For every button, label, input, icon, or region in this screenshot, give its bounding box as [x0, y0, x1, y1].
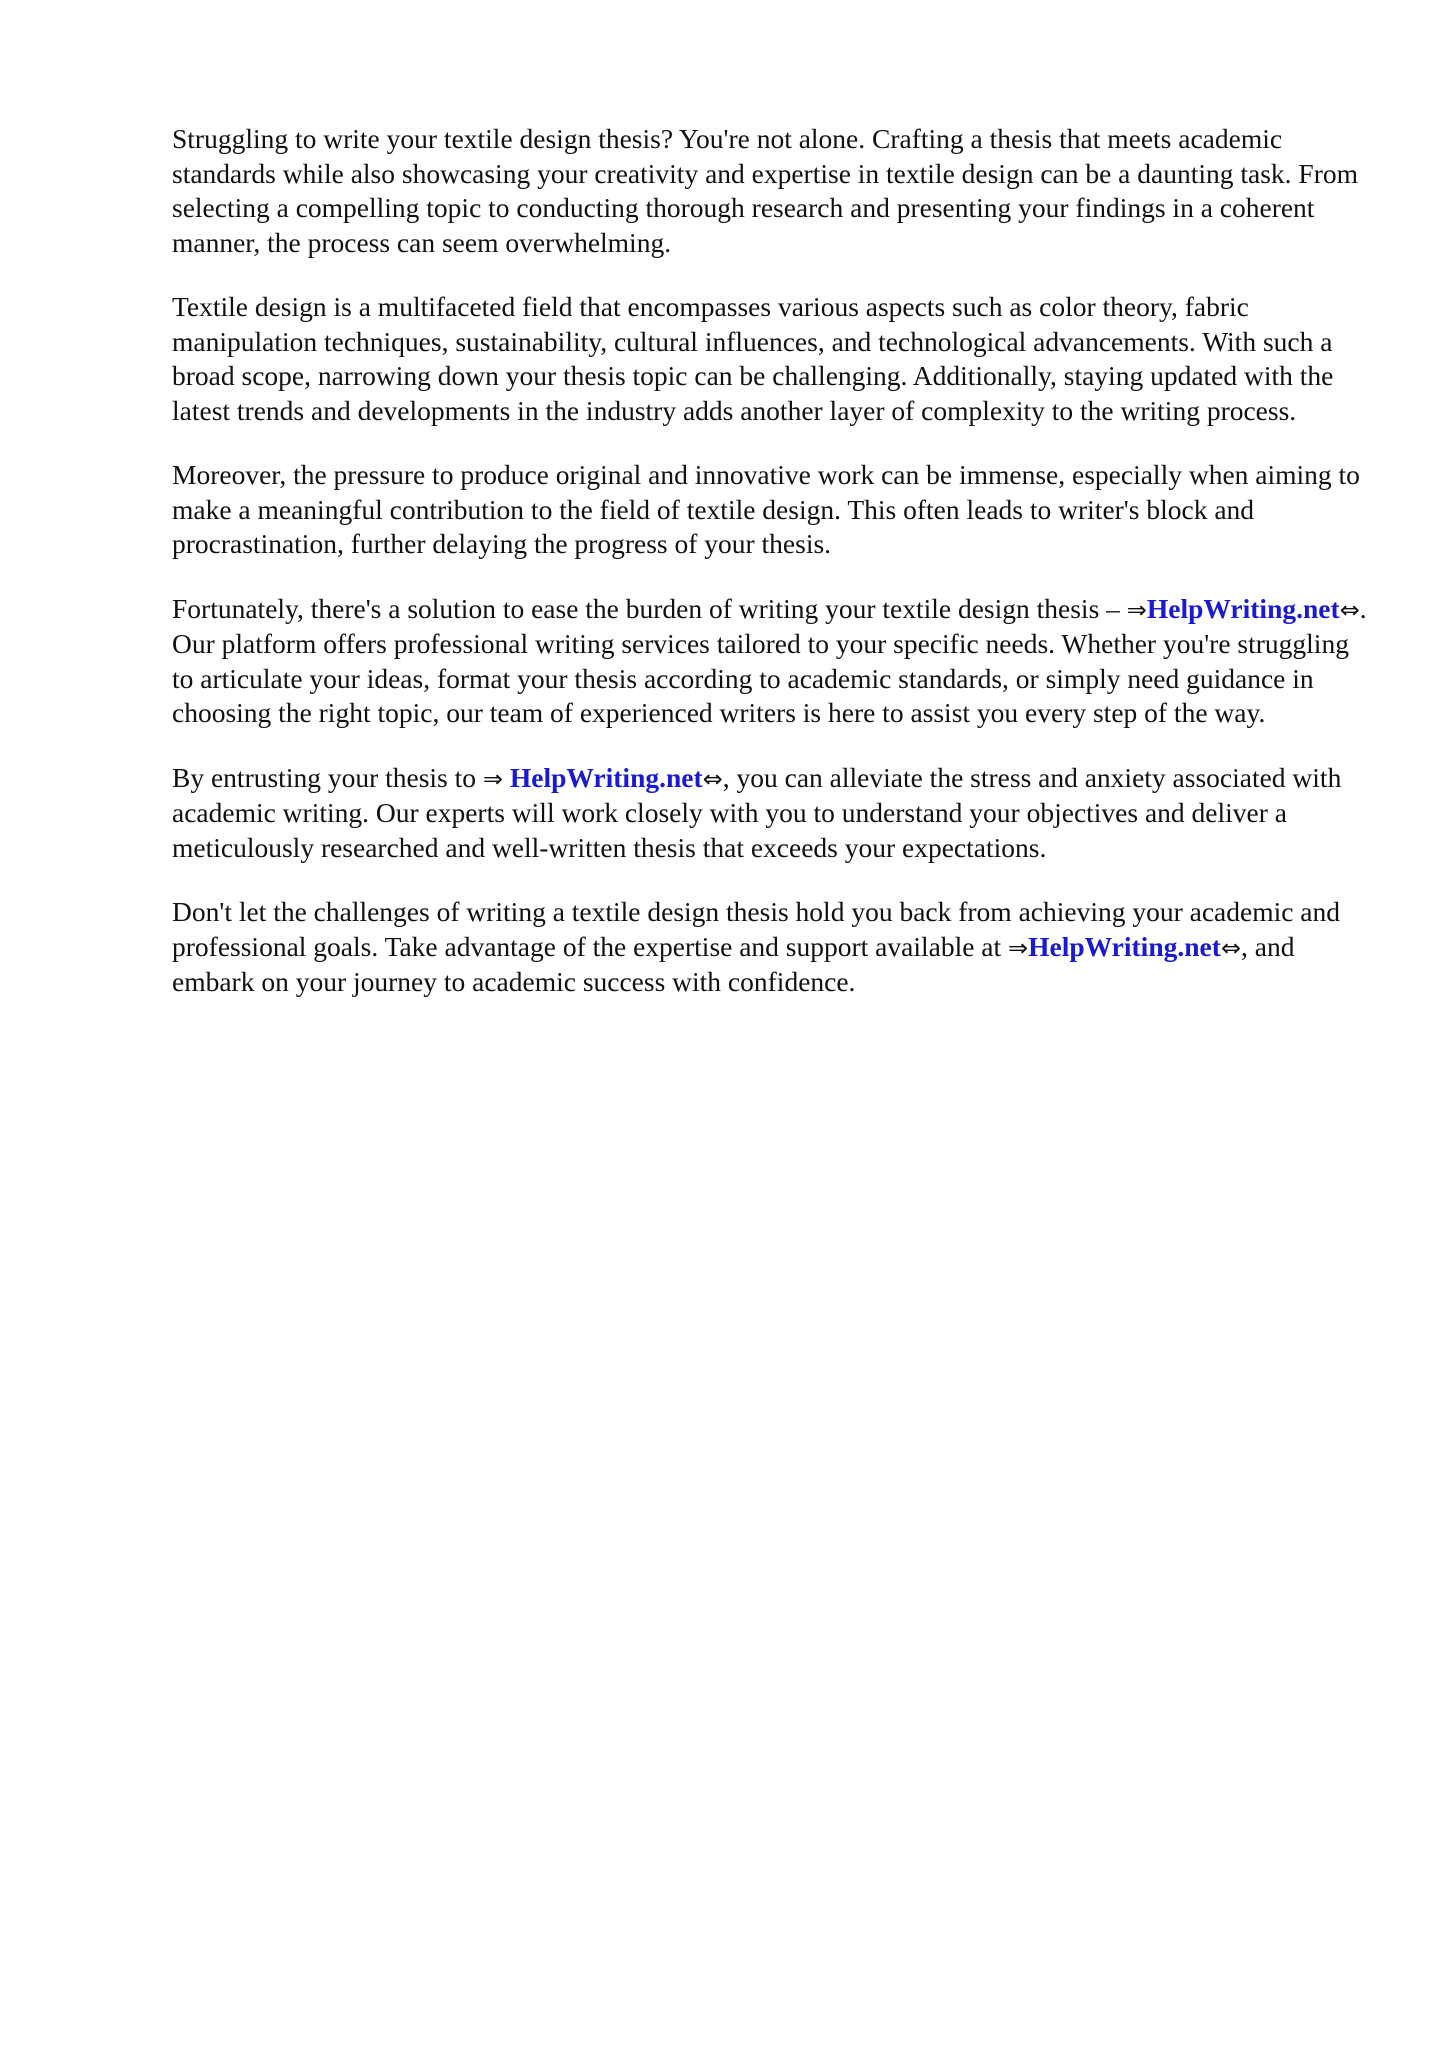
paragraph-solution-tail: . Our platform offers professional writing services tailored to your specific needs. Whether you're struggling to articulate your ideas, format your thesis according to academic standards, or simply need guidance in choosing the right topic, our team of experienced writers is here to assist you every step of the way.	[172, 592, 1367, 728]
double-arrow-icon: ⇔	[1339, 595, 1360, 624]
paragraph-closing-lead: Don't let the challenges of writing a textile design thesis hold you back from achieving your academic and professional goals. Take advantage of the expertise and support available at	[172, 896, 1341, 962]
helpwriting-link[interactable]: HelpWriting.net	[1028, 930, 1221, 962]
right-arrow-icon: ⇒	[482, 764, 504, 793]
paragraph-entrusting	[172, 761, 1372, 866]
paragraph-pressure: Moreover, the pressure to produce original and innovative work can be immense, especially when aiming to make a meaningful contribution to the field of textile design. This often leads to writer's block and procrastination, further delaying the progress of your thesis.	[172, 459, 1360, 559]
double-arrow-icon: ⇔	[1220, 933, 1242, 962]
double-arrow-icon: ⇔	[702, 764, 723, 793]
paragraph-closing	[172, 895, 1372, 1000]
right-arrow-icon: ⇒	[1126, 595, 1147, 624]
paragraph-field-scope: Textile design is a multifaceted field that encompasses various aspects such as color theory, fabric manipulation techniques, sustainability, cultural influences, and technological advancements. With such a broad scope, narrowing down your thesis topic can be challenging. Additionally, staying updated with the latest trends and developments in the industry adds another layer of complexity to the writing process.	[172, 291, 1334, 426]
paragraph-closing-tail: , and embark on your journey to academic success with confidence.	[172, 930, 1295, 997]
paragraph-entrusting-tail: , you can alleviate the stress and anxiety associated with academic writing. Our experts will work closely with you to understand your objectives and deliver a meticulously researched and well-written thesis that exceeds your expectations.	[172, 761, 1342, 863]
paragraph-intro: Struggling to write your textile design thesis? You're not alone. Crafting a thesis that meets academic standards while also showcasing your creativity and expertise in textile design can be a daunting task. From selecting a compelling topic to conducting thorough research and presenting your findings in a coherent manner, the process can seem overwhelming.	[172, 123, 1359, 258]
document-body	[172, 122, 1372, 1030]
paragraph-solution	[172, 592, 1372, 731]
helpwriting-link[interactable]: HelpWriting.net	[1146, 592, 1340, 624]
paragraph-entrusting-lead: By entrusting your thesis to	[172, 761, 483, 793]
right-arrow-icon: ⇒	[1008, 933, 1029, 962]
helpwriting-link[interactable]: HelpWriting.net	[509, 761, 703, 793]
paragraph-solution-lead: Fortunately, there's a solution to ease the burden of writing your textile design thesis –	[172, 592, 1127, 624]
